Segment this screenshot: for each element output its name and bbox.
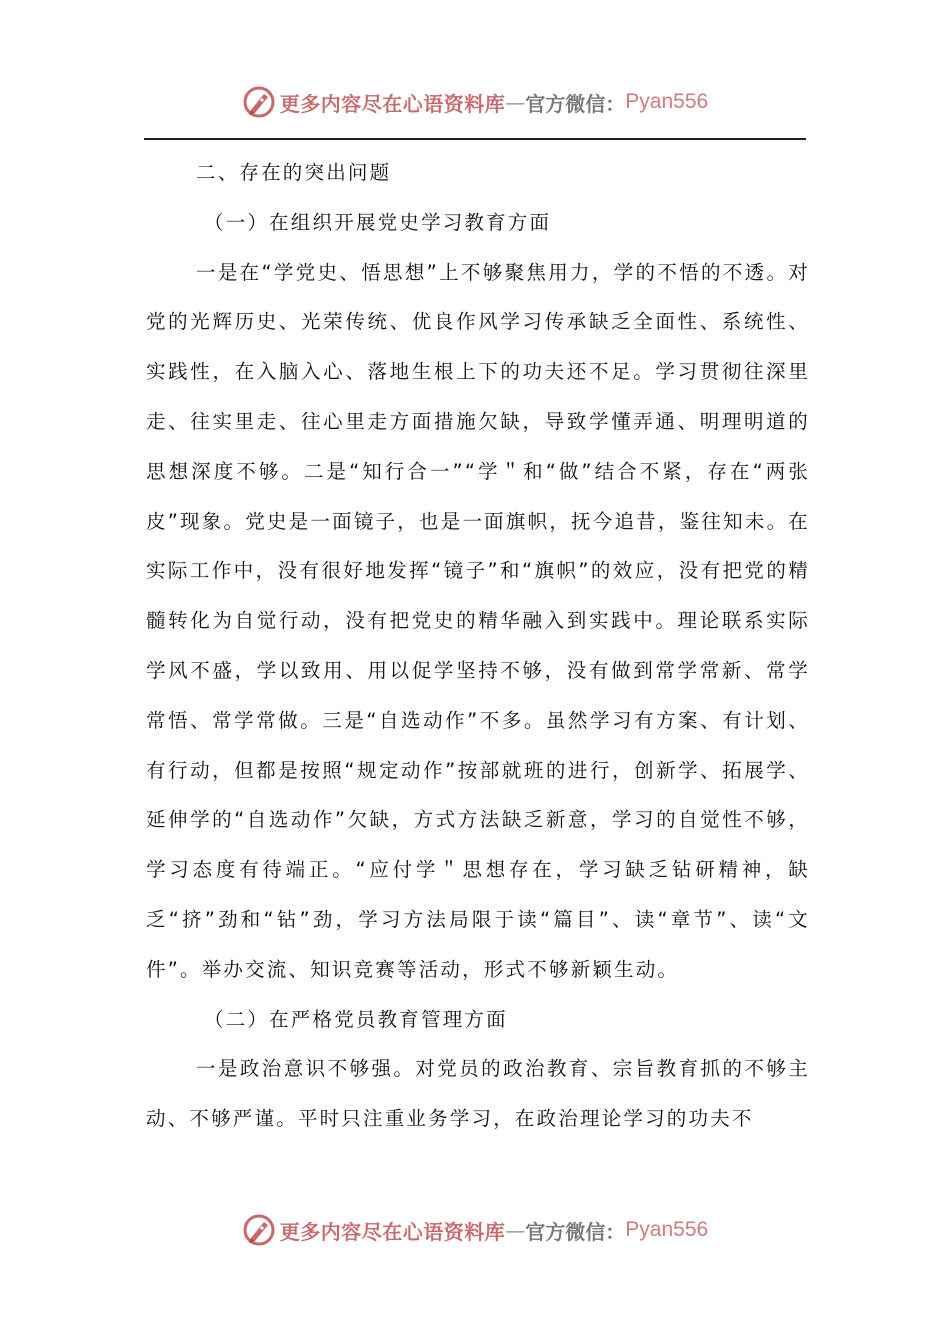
subsection-title-1: （一）在组织开展党史学习教育方面 [204,210,552,234]
watermark-footer [0,1208,950,1252]
watermark-site-text: 更多内容尽在心语资料库 [279,91,506,116]
pen-logo-icon [242,1213,276,1247]
header-rule [144,138,806,140]
watermark-label: 官方微信： [525,91,626,116]
document-body [146,148,810,1144]
paragraph-2: 一是政治意识不够强。对党员的政治教育、宗旨教育抓的不够主动、不够严谨。平时只注重业务学习，在政治理论学习的功夫不 [146,1057,810,1131]
watermark-wechat-id: Pyan556 [625,1218,709,1241]
watermark-dash: — [505,90,526,114]
section-title: 二、存在的突出问题 [196,161,392,184]
subsection-title-2: （二）在严格党员教育管理方面 [204,1007,508,1031]
watermark-site-text: 更多内容尽在心语资料库 [279,1219,506,1244]
watermark-wechat-id: Pyan556 [625,90,709,113]
pen-logo-icon [242,85,276,119]
paragraph-1: 一是在“学党史、悟思想”上不够聚焦用力，学的不悟的不透。对党的光辉历史、光荣传统、优良作风学习传承缺乏全面性、系统性、实践性，在入脑入心、落地生根上下的功夫还不足。学习贯彻往深里走、往实里走、往心里走方面措施欠缺，导致学懂弄通、明理明道的思想深度不够。二是“知行合一”“学＂和“做”结合不紧，存在“两张皮”现象。党史是一面镜子，也是一面旗帜，抚今追昔，鉴往知未。在实际工作中，没有很好地发挥“镜子”和“旗帜”的效应，没有把党的精髓转化为自觉行动，没有把党史的精华融入到实践中。理论联系实际学风不盛，学以致用、用以促学坚持不够，没有做到常学常新、常学常悟、常学常做。三是“自选动作”不多。虽然学习有方案、有计划、有行动，但都是按照“规定动作”按部就班的进行，创新学、拓展学、延伸学的“自选动作”欠缺，方式方法缺乏新意，学习的自觉性不够，学习态度有待端正。“应付学＂思想存在，学习缺乏钻研精神，缺乏“挤”劲和“钻”劲，学习方法局限于读“篇目”、读“章节”、读“文件”。举办交流、知识竞赛等活动，形式不够新颖生动。 [146,260,810,981]
watermark-dash: — [505,1218,526,1242]
watermark-header [0,80,950,124]
watermark-label: 官方微信： [525,1219,626,1244]
